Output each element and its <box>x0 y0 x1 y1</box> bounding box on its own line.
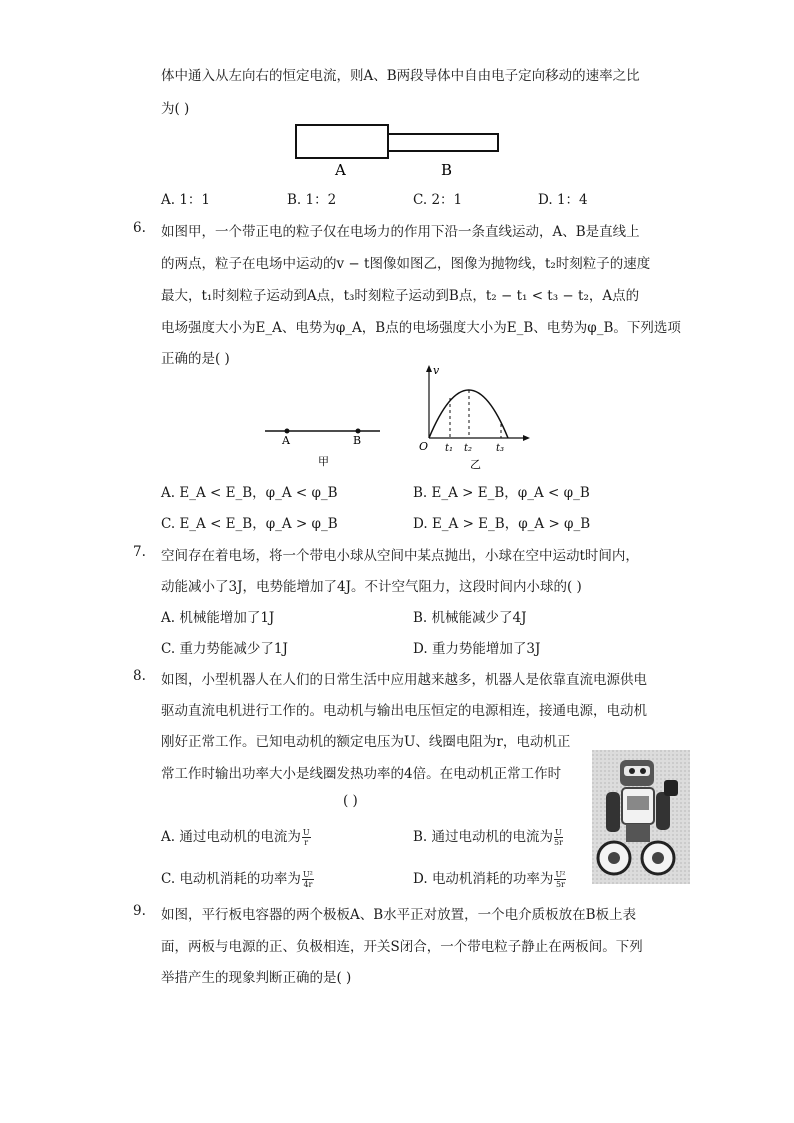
fraction: $\frac{\text{U²}}{4r}$ <box>302 870 313 889</box>
q8-line: 驱动直流电机进行工作的。电动机与输出电压恒定的电源相连，接通电源，电动机 <box>161 703 647 719</box>
q6-option-d[interactable]: D. E_A > E_B，φ_A > φ_B <box>413 516 591 532</box>
axis-v-label: v <box>433 364 440 377</box>
q7-option-d[interactable]: D. 重力势能增加了3J <box>413 641 541 657</box>
point-b-label: B <box>353 434 362 447</box>
q8-line: 刚好正常工作。已知电动机的额定电压为U、线圈电阻为r，电动机正 <box>161 734 571 750</box>
point-b-dot <box>356 429 361 434</box>
robot-hand <box>664 780 678 796</box>
q7-option-a[interactable]: A. 机械能增加了1J <box>161 610 275 626</box>
q6-number: 6. <box>133 220 146 236</box>
fraction: $\frac{U}{r}$ <box>302 828 310 847</box>
q9-line: 面，两板与电源的正、负极相连，开关S闭合，一个带电粒子静止在两板间。下列 <box>161 939 643 955</box>
robot-eye-right <box>640 768 646 774</box>
q6-figure-yi-vt-graph <box>414 362 534 474</box>
q8-option-c[interactable]: C. 电动机消耗的功率为 $\frac{\text{U²}}{4r}$ <box>161 870 313 889</box>
q6-option-a[interactable]: A. E_A < E_B，φ_A < φ_B <box>161 485 338 501</box>
q7-line: 动能减小了3J，电势能增加了4J。不计空气阻力，这段时间内小球的( ) <box>161 579 582 595</box>
q5-option-b[interactable]: B. 1：2 <box>287 192 337 208</box>
conductor-a-shape <box>296 125 388 158</box>
q8-option-d[interactable]: D. 电动机消耗的功率为 $\frac{\text{U²}}{5r}$ <box>413 870 566 889</box>
robot-waist <box>626 824 650 842</box>
q7-line: 空间存在着电场，将一个带电小球从空间中某点抛出，小球在空中运动t时间内， <box>161 548 639 564</box>
q8-answer-paren: ( ) <box>343 793 358 809</box>
q5-option-d[interactable]: D. 1：4 <box>538 192 588 208</box>
v-axis-arrow <box>426 365 432 372</box>
robot-photo <box>592 750 690 884</box>
q5-stem-line1: 体中通入从左向右的恒定电流，则A、B两段导体中自由电子定向移动的速率之比 <box>161 68 640 84</box>
q9-line: 举措产生的现象判断正确的是( ) <box>161 970 352 986</box>
q6-option-c[interactable]: C. E_A < E_B，φ_A > φ_B <box>161 516 338 532</box>
robot-eye-left <box>629 768 635 774</box>
q5-option-c[interactable]: C. 2：1 <box>413 192 463 208</box>
t-axis-arrow <box>523 435 530 441</box>
q8-option-b[interactable]: B. 通过电动机的电流为 $\frac{U}{5r}$ <box>413 828 563 847</box>
point-a-label: A <box>282 434 290 447</box>
q7-number: 7. <box>133 544 146 560</box>
q8-option-a[interactable]: A. 通过电动机的电流为 $\frac{U}{r}$ <box>161 828 310 847</box>
label-b: B <box>441 161 453 179</box>
q9-line: 如图，平行板电容器的两个极板A、B水平正对放置，一个电介质板放在B板上表 <box>161 907 637 923</box>
point-a-dot <box>285 429 290 434</box>
q8-line: 常工作时输出功率大小是线圈发热功率的4倍。在电动机正常工作时 <box>161 766 562 782</box>
q7-option-b[interactable]: B. 机械能减少了4J <box>413 610 527 626</box>
origin-label: O <box>419 440 429 453</box>
t1-label: t₁ <box>445 443 454 454</box>
t3-label: t₃ <box>496 443 505 454</box>
q5-conductor-figure <box>290 120 510 182</box>
q8-number: 8. <box>133 668 146 684</box>
caption-yi: 乙 <box>470 458 481 471</box>
robot-arm-left <box>606 792 620 832</box>
q6-option-b[interactable]: B. E_A > E_B，φ_A < φ_B <box>413 485 590 501</box>
q6-line: 电场强度大小为E_A、电势为φ_A，B点的电场强度大小为E_B、电势为φ_B。下列选项 <box>161 320 681 336</box>
robot-visor <box>624 766 650 776</box>
q9-number: 9. <box>133 903 146 919</box>
q6-line: 如图甲，一个带正电的粒子仅在电场力的作用下沿一条直线运动，A、B是直线上 <box>161 224 640 240</box>
robot-chest <box>627 796 649 810</box>
q5-stem-line2: 为( ) <box>161 101 190 117</box>
caption-jia: 甲 <box>318 455 329 468</box>
q5-option-a[interactable]: A. 1：1 <box>161 192 211 208</box>
q6-line: 的两点，粒子在电场中运动的v − t图像如图乙，图像为抛物线，t₂时刻粒子的速度 <box>161 256 651 272</box>
fraction: $\frac{U}{5r}$ <box>554 828 563 847</box>
conductor-b-shape <box>388 134 498 151</box>
q7-option-c[interactable]: C. 重力势能减少了1J <box>161 641 288 657</box>
robot-arm-right <box>656 792 670 830</box>
t2-label: t₂ <box>464 443 473 454</box>
q6-figure-jia <box>260 418 385 473</box>
q8-line: 如图，小型机器人在人们的日常生活中应用越来越多，机器人是依靠直流电源供电 <box>161 672 647 688</box>
q6-line: 正确的是( ) <box>161 351 230 367</box>
label-a: A <box>335 161 346 179</box>
fraction: $\frac{\text{U²}}{5r}$ <box>555 870 566 889</box>
q6-line: 最大，t₁时刻粒子运动到A点，t₃时刻粒子运动到B点，t₂ − t₁ < t₃ − t₂，A点的 <box>161 288 640 304</box>
